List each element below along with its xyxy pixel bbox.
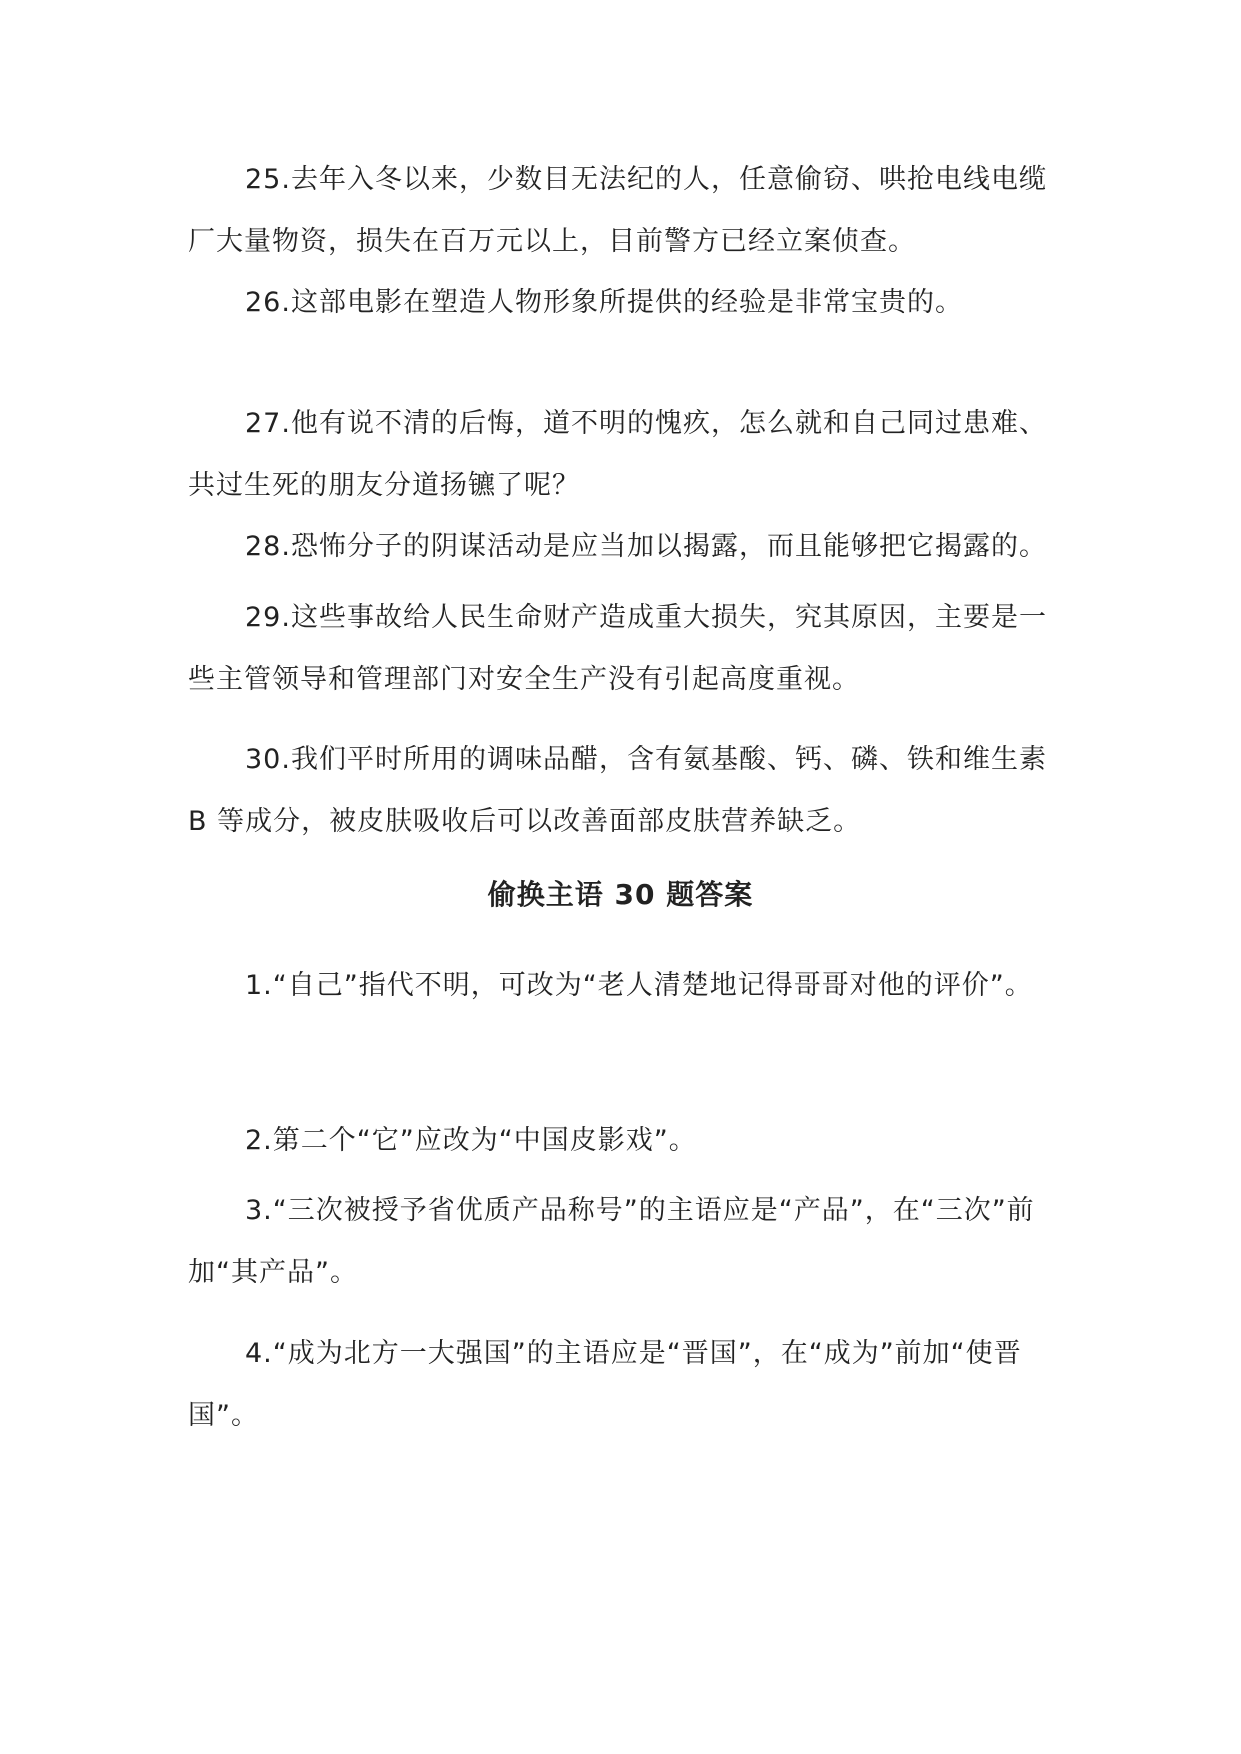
answer-heading: 偷换主语 30 题答案 <box>487 878 754 911</box>
question-25: 25.去年入冬以来，少数目无法纪的人，任意偷窃、哄抢电线电缆厂大量物资，损失在百万元以上，目前警方已经立案侦查。 <box>188 164 1047 257</box>
answer-4: 4.“成为北方一大强国”的主语应是“晋国”，在“成为”前加“使晋国”。 <box>188 1338 1022 1431</box>
question-30: 30.我们平时所用的调味品醋，含有氨基酸、钙、磷、铁和维生素 B 等成分，被皮肤吸收后可以改善面部皮肤营养缺乏。 <box>188 744 1047 837</box>
question-26: 26.这部电影在塑造人物形象所提供的经验是非常宝贵的。 <box>245 287 963 318</box>
question-27: 27.他有说不清的后悔，道不明的愧疚，怎么就和自己同过患难、共过生死的朋友分道扬镳了呢？ <box>188 408 1047 501</box>
question-28: 28.恐怖分子的阴谋活动是应当加以揭露，而且能够把它揭露的。 <box>245 531 1047 562</box>
answer-1: 1.“自己”指代不明，可改为“老人清楚地记得哥哥对他的评价”。 <box>245 970 1033 1001</box>
answer-3: 3.“三次被授予省优质产品称号”的主语应是“产品”，在“三次”前加“其产品”。 <box>188 1195 1035 1288</box>
question-29: 29.这些事故给人民生命财产造成重大损失，究其原因，主要是一些主管领导和管理部门对安全生产没有引起高度重视。 <box>188 602 1047 695</box>
answer-2: 2.第二个“它”应改为“中国皮影戏”。 <box>245 1125 697 1156</box>
